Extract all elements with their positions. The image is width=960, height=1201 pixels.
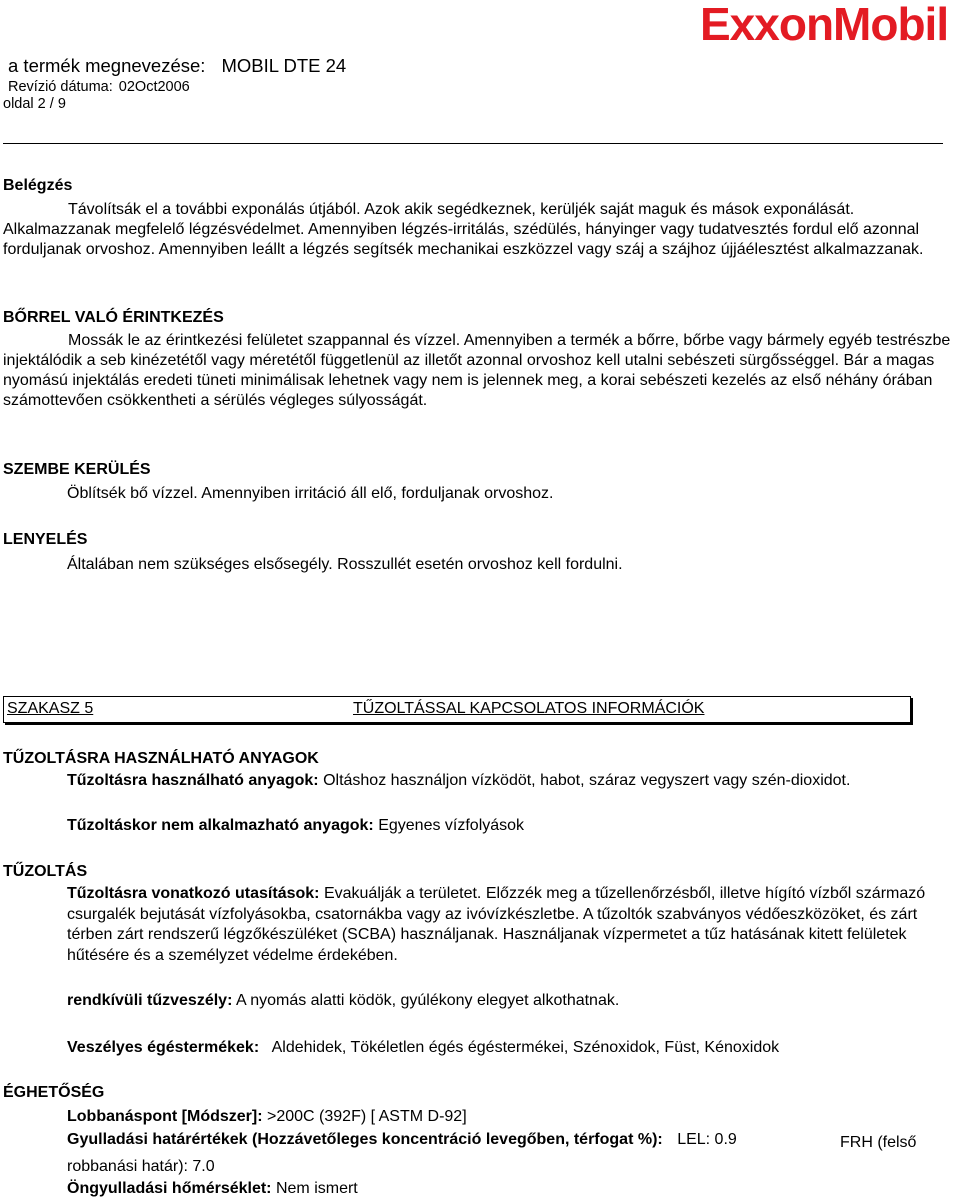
ufl-value: FRH (felső robbanási határ): 7.0 (67, 1134, 917, 1175)
product-label: a termék megnevezése: (8, 55, 206, 76)
autoignition-line (67, 1180, 358, 1198)
ingestion-text: Általában nem szükséges elsősegély. Rosszullét esetén orvoshoz kell fordulni. (67, 556, 623, 573)
unsuitable-media-label: Tűzoltáskor nem alkalmazható anyagok: (67, 817, 374, 834)
fire-hazard-label: rendkívüli tűzveszély: (67, 992, 233, 1009)
lel-value: LEL: 0.9 (677, 1131, 737, 1148)
product-name: MOBIL DTE 24 (221, 55, 347, 76)
revision-date: 02Oct2006 (118, 79, 190, 95)
exxonmobil-logo (700, 0, 958, 59)
section-title: TŰZOLTÁSSAL KAPCSOLATOS INFORMÁCIÓK (353, 700, 705, 717)
suitable-media-label: Tűzoltásra használható anyagok: (67, 772, 319, 789)
firefighting-heading: TŰZOLTÁS (3, 863, 88, 880)
flammable-limits-label: Gyulladási határértékek (Hozzávetőleges koncentráció levegőben, térfogat %): (67, 1131, 663, 1148)
firefighting-instructions (67, 884, 957, 966)
skin-contact-text: Mossák le az érintkezési felületet szappannal és vízzel. Amennyiben a termék a bőrre, bőrbe vagy bármely egyéb testrészbe injektálódik a seb kinézetétől vagy méretétől függetlenül az illetőt azonnal orvoshoz kell utalni sebészeti sürgősséggel. Bár a magas nyomású injektálás eredeti tüneti minimálisak lehetnek vagy nem is jelennek meg, a korai sebészeti kezelés az első néhány órában számottevően csökkentheti a sérülés végleges súlyosságát. (3, 332, 951, 409)
fire-hazard-line (67, 992, 619, 1010)
inhalation-text: Távolítsák el a további exponálás útjából. Azok akik segédkeznek, kerüljék saját maguk és mások exponálását. Alkalmazzanak megfelelő légzésvédelmet. Amennyiben légzés-irritálás, szédülés, hányinger vagy tudatvesztés fordul elő azonnal forduljanak orvoshoz. Amennyiben leállt a légzés segítsék mechanikai eszközzel vagy száj a szájhoz újjáélesztést alkalmazzanak. (3, 201, 924, 258)
eye-contact-text: Öblítsék bő vízzel. Amennyiben irritáció áll elő, forduljanak orvoshoz. (67, 485, 554, 502)
flash-point-label: Lobbanáspont [Módszer]: (67, 1108, 263, 1125)
flammability-heading: ÉGHETŐSÉG (3, 1084, 105, 1101)
inhalation-heading: Belégzés (3, 177, 73, 194)
extinguishing-media-heading: TŰZOLTÁSRA HASZNÁLHATÓ ANYAGOK (3, 750, 319, 767)
suitable-media-line (67, 772, 850, 790)
section-number: SZAKASZ 5 (7, 700, 94, 717)
unsuitable-media-line (67, 817, 524, 835)
instructions-value: Evakuálják a területet. Előzzék meg a tűzellenőrzésből, illetve hígító vízből származó csurgalék bejutását vízfolyásokba, csatornákba vagy az ivóvízkészletbe. A tűzoltók szabványos védőeszközöket, és zárt térben zárt rendszerű légzőkészüléket (SCBA) használjanak. Használjanak vízpermetet a tűz hatásának kitett felületek hűtésére és a személyzet védelme érdekében. (67, 885, 926, 964)
eye-contact-heading: SZEMBE KERÜLÉS (3, 461, 151, 478)
section-5-header (3, 696, 911, 723)
combustion-products-label: Veszélyes égéstermékek: (67, 1039, 260, 1056)
unsuitable-media-value: Egyenes vízfolyások (378, 817, 525, 834)
flash-point-line (67, 1108, 467, 1126)
autoignition-value: Nem ismert (275, 1180, 358, 1197)
revision-label: Revízió dátuma: (8, 79, 113, 95)
suitable-media-value: Oltáshoz használjon vízködöt, habot, száraz vegyszert vagy szén-dioxidot. (323, 772, 851, 789)
fire-hazard-value: A nyomás alatti ködök, gyúlékony elegyet alkothatnak. (235, 992, 620, 1009)
flash-point-value: >200C (392F) [ ASTM D-92] (267, 1108, 467, 1125)
header-divider (3, 143, 943, 144)
logo-text: ExxonMobil (700, 0, 949, 50)
combustion-products-line (67, 1039, 779, 1057)
product-name-line (8, 55, 346, 77)
combustion-products-value: Aldehidek, Tökéletlen égés égéstermékei, Szénoxidok, Füst, Kénoxidok (271, 1039, 780, 1056)
revision-line (8, 79, 190, 95)
autoignition-label: Öngyulladási hőmérséklet: (67, 1180, 272, 1197)
ingestion-heading: LENYELÉS (3, 531, 88, 548)
page-number: oldal 2 / 9 (3, 96, 66, 112)
instructions-label: Tűzoltásra vonatkozó utasítások: (67, 885, 320, 902)
skin-contact-heading: BŐRREL VALÓ ÉRINTKEZÉS (3, 309, 224, 326)
